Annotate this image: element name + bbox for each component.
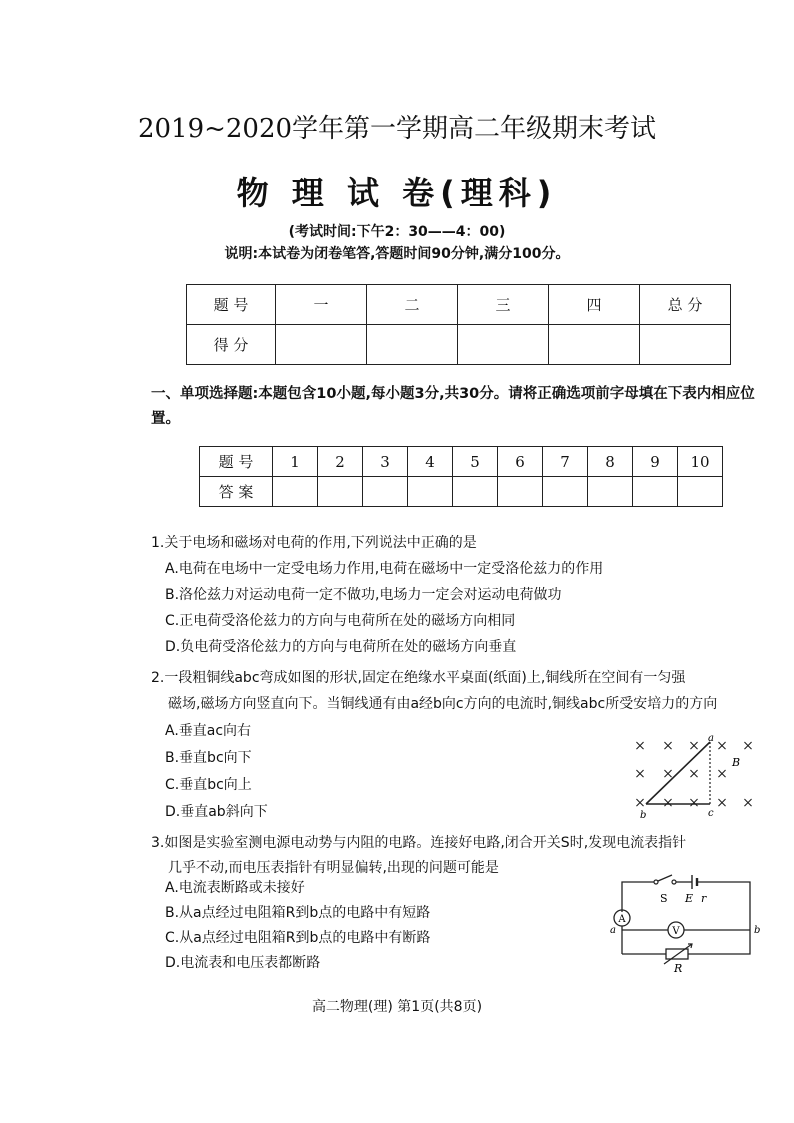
score-header-section-2: 二 (367, 285, 458, 325)
answer-cell[interactable] (498, 477, 543, 507)
score-header-total: 总 分 (640, 285, 731, 325)
field-cross-icon: × (634, 738, 646, 754)
label-emf-e: E (685, 892, 694, 905)
answer-cell[interactable] (408, 477, 453, 507)
wire-top-left (622, 882, 654, 912)
question-number: 7 (543, 447, 588, 477)
exam-time: (考试时间:下午2：30——4：00) (288, 224, 506, 240)
label-a: a (708, 734, 714, 744)
question-3-option-d: D.电流表和电压表都断路 (165, 955, 321, 971)
question-1-option-a: A.电荷在电场中一定受电场力作用,电荷在磁场中一定受洛伦兹力的作用 (165, 561, 604, 577)
label-voltmeter: V (672, 926, 680, 937)
score-cell[interactable] (640, 325, 731, 365)
paper-title: 物 理 试 卷(理科) (236, 174, 558, 212)
question-2-stem-line-1: 2.一段粗铜线abc弯成如图的形状,固定在绝缘水平桌面(纸面)上,铜线所在空间有一匀强 (151, 670, 686, 686)
exam-title: 2019~2020学年第一学期高二年级期末考试 (137, 114, 657, 144)
score-table-header-row (187, 285, 731, 325)
label-resistor-r: R (674, 962, 683, 974)
answer-cell[interactable] (273, 477, 318, 507)
label-c: c (708, 808, 714, 819)
question-number: 8 (588, 447, 633, 477)
question-number: 5 (453, 447, 498, 477)
score-header-section-4: 四 (549, 285, 640, 325)
question-3-option-c: C.从a点经过电阻箱R到b点的电路中有断路 (165, 930, 431, 946)
switch-contact (654, 880, 658, 884)
question-2-figure (628, 734, 778, 822)
score-table-score-row (187, 325, 731, 365)
question-number: 4 (408, 447, 453, 477)
question-1-option-b: B.洛伦兹力对运动电荷一定不做功,电场力一定会对运动电荷做功 (165, 587, 562, 603)
field-cross-icon: × (688, 795, 700, 811)
answer-table (199, 446, 723, 507)
question-number: 3 (363, 447, 408, 477)
field-cross-icon: × (716, 738, 728, 754)
question-number: 10 (678, 447, 723, 477)
score-header-section-3: 三 (458, 285, 549, 325)
question-number: 1 (273, 447, 318, 477)
question-2-option-d: D.垂直ab斜向下 (165, 804, 268, 820)
question-3-stem-line-2: 几乎不动,而电压表指针有明显偏转,出现的问题可能是 (168, 860, 499, 876)
field-cross-icon: × (634, 766, 646, 782)
answer-table-answer-row (200, 477, 723, 507)
score-header-section-1: 一 (276, 285, 367, 325)
question-2-option-a: A.垂直ac向右 (165, 723, 252, 739)
question-3-option-a: A.电流表断路或未接好 (165, 880, 305, 896)
page-footer: 高二物理(理) 第1页(共8页) (311, 999, 483, 1015)
label-field-b: B (732, 756, 741, 769)
question-3-figure (604, 870, 764, 974)
field-cross-icon: × (634, 795, 646, 811)
field-cross-icon: × (662, 766, 674, 782)
answer-cell[interactable] (678, 477, 723, 507)
field-cross-icon: × (742, 738, 754, 754)
question-3-stem-line-1: 3.如图是实验室测电源电动势与内阻的电路。连接好电路,闭合开关S时,发现电流表指针 (151, 835, 687, 851)
question-2-option-b: B.垂直bc向下 (165, 750, 252, 766)
score-cell[interactable] (276, 325, 367, 365)
question-1-stem: 1.关于电场和磁场对电荷的作用,下列说法中正确的是 (151, 535, 477, 551)
answer-table-number-label: 题 号 (200, 447, 273, 477)
answer-table-answer-label: 答 案 (200, 477, 273, 507)
question-3-option-b: B.从a点经过电阻箱R到b点的电路中有短路 (165, 905, 431, 921)
score-header-label: 题 号 (187, 285, 276, 325)
label-node-a: a (610, 925, 616, 936)
answer-cell[interactable] (453, 477, 498, 507)
magnetic-field-marks (634, 738, 754, 811)
answer-cell[interactable] (318, 477, 363, 507)
field-cross-icon: × (742, 795, 754, 811)
label-switch-s: S (660, 892, 668, 905)
switch-contact (672, 880, 676, 884)
wire-segment-ab (646, 742, 710, 804)
score-cell[interactable] (367, 325, 458, 365)
field-cross-icon: × (688, 766, 700, 782)
field-cross-icon: × (716, 795, 728, 811)
question-number: 9 (633, 447, 678, 477)
question-2-option-c: C.垂直bc向上 (165, 777, 252, 793)
label-ammeter: A (618, 914, 626, 925)
field-cross-icon: × (716, 766, 728, 782)
answer-table-number-row (200, 447, 723, 477)
wire-resistor-right (688, 930, 750, 954)
score-table (186, 284, 731, 365)
question-1-option-d: D.负电荷受洛伦兹力的方向与电荷所在处的磁场方向垂直 (165, 639, 517, 655)
question-number: 6 (498, 447, 543, 477)
answer-cell[interactable] (363, 477, 408, 507)
answer-cell[interactable] (633, 477, 678, 507)
label-internal-r: r (701, 892, 707, 905)
field-cross-icon: × (662, 738, 674, 754)
score-cell[interactable] (458, 325, 549, 365)
question-1-option-c: C.正电荷受洛伦兹力的方向与电荷所在处的磁场方向相同 (165, 613, 516, 629)
answer-cell[interactable] (543, 477, 588, 507)
wire-top-right (697, 882, 750, 930)
section-1-heading: 一、单项选择题:本题包含10小题,每小题3分,共30分。请将正确选项前字母填在下表内相应位置。 (151, 386, 755, 427)
question-2-stem-line-2: 磁场,磁场方向竖直向下。当铜线通有由a经b向c方向的电流时,铜线abc所受安培力的方向 (168, 696, 718, 712)
switch-blade (658, 875, 672, 881)
field-cross-icon: × (662, 795, 674, 811)
score-row-label: 得 分 (187, 325, 276, 365)
score-cell[interactable] (549, 325, 640, 365)
label-b: b (640, 810, 647, 821)
answer-cell[interactable] (588, 477, 633, 507)
field-cross-icon: × (688, 738, 700, 754)
question-number: 2 (318, 447, 363, 477)
label-node-b: b (754, 925, 761, 936)
instructions: 说明:本试卷为闭卷笔答,答题时间90分钟,满分100分。 (224, 246, 570, 262)
